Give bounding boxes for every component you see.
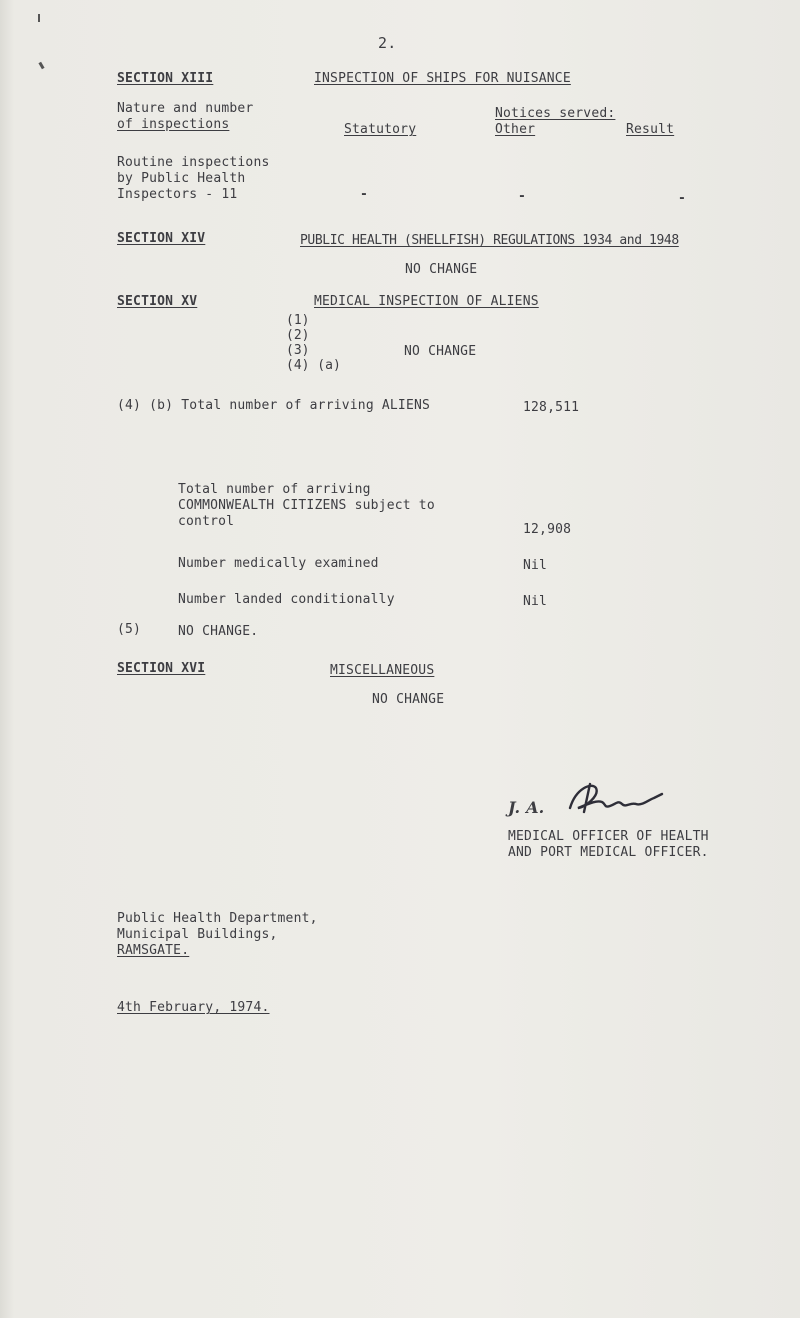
list-item: (1): [286, 313, 310, 328]
section-xv-item-list: [286, 313, 341, 373]
commonwealth-line3: control: [178, 514, 235, 529]
row-result-value: -: [678, 191, 687, 206]
list-item: (2): [286, 328, 310, 343]
section-xv-label: SECTION XV: [117, 294, 198, 309]
handwritten-signature: [566, 778, 706, 822]
section-xvi-label: SECTION XVI: [117, 661, 206, 676]
item-5-status: NO CHANGE.: [178, 624, 259, 639]
document-date: 4th February, 1974.: [117, 1000, 270, 1015]
item-5-number: (5): [117, 622, 142, 637]
section-xiii-title: INSPECTION OF SHIPS FOR NUISANCE: [314, 71, 571, 86]
section-xiii-label: SECTION XIII: [117, 71, 214, 86]
list-item: (4) (a): [286, 358, 341, 373]
examined-value: Nil: [523, 558, 548, 573]
section-xiv-label: SECTION XIV: [117, 231, 206, 246]
section-xvi-status: NO CHANGE: [372, 692, 445, 707]
address-line2: Municipal Buildings,: [117, 927, 278, 942]
section-xiv-status: NO CHANGE: [405, 262, 478, 277]
item-4b-label: (4) (b) Total number of arriving ALIENS: [117, 398, 431, 413]
commonwealth-line1: Total number of arriving: [178, 482, 371, 497]
row-label-line2: by Public Health: [117, 171, 246, 186]
margin-mark: [38, 14, 40, 22]
commonwealth-line2: COMMONWEALTH CITIZENS subject to: [178, 498, 435, 513]
commonwealth-value: 12,908: [523, 522, 572, 537]
examined-label: Number medically examined: [178, 556, 379, 571]
signature-title-line2: AND PORT MEDICAL OFFICER.: [508, 845, 709, 860]
landed-value: Nil: [523, 594, 548, 609]
row-label-line3: Inspectors - 11: [117, 187, 238, 202]
address-line3: RAMSGATE.: [117, 943, 190, 958]
section-xvi-title: MISCELLANEOUS: [330, 663, 435, 678]
col-notices-heading: Notices served:: [495, 106, 616, 121]
row-statutory-value: -: [360, 187, 369, 202]
section-xv-title: MEDICAL INSPECTION OF ALIENS: [314, 294, 539, 309]
row-label-line1: Routine inspections: [117, 155, 270, 170]
col-other: Other: [495, 122, 536, 137]
signature-title-line1: MEDICAL OFFICER OF HEALTH: [508, 829, 709, 844]
page-number: 2.: [378, 34, 397, 52]
col-nature-line2: of inspections: [117, 117, 230, 132]
row-other-value: -: [518, 189, 527, 204]
section-xiv-title: PUBLIC HEALTH (SHELLFISH) REGULATIONS 1934 and 1948: [300, 233, 679, 248]
signature-initials: J. A.: [508, 798, 545, 817]
col-statutory: Statutory: [344, 122, 417, 137]
list-item: (3): [286, 343, 310, 358]
address-line1: Public Health Department,: [117, 911, 318, 926]
margin-mark: [38, 62, 44, 70]
section-xv-items-status: NO CHANGE: [404, 344, 477, 359]
col-nature-line1: Nature and number: [117, 101, 254, 116]
item-4b-value: 128,511: [523, 400, 580, 415]
landed-label: Number landed conditionally: [178, 592, 395, 607]
col-result: Result: [626, 122, 675, 137]
